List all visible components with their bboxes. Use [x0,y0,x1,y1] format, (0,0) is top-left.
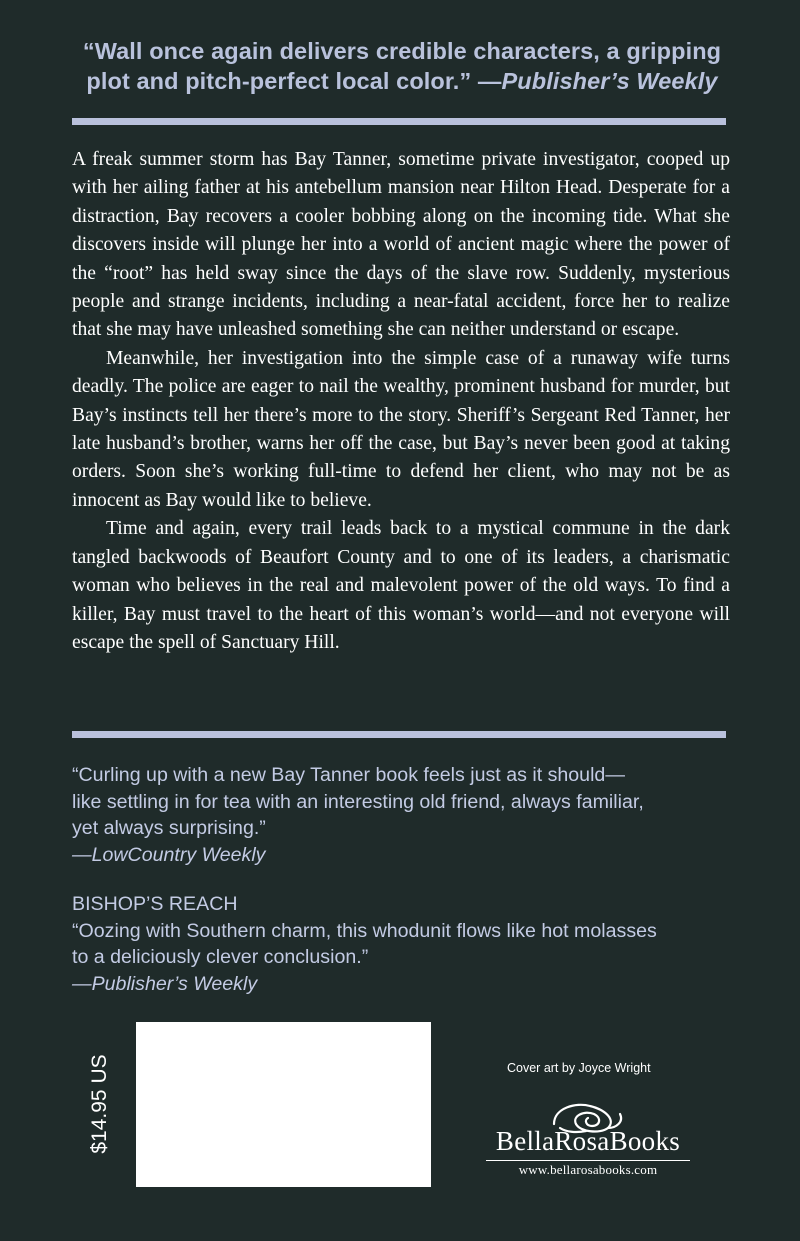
cover-art-credit: Cover art by Joyce Wright [507,1061,651,1075]
blurb-2-line-2: to a deliciously clever conclusion.” [72,946,369,968]
publisher-logo [478,1098,698,1188]
synopsis-paragraph-3: Time and again, every trail leads back to a mystical commune in the dark tangled backwoods of Beaufort County and to one of its leaders, a charismatic woman who believes in the real and malevolent power of the old ways. To find a killer, Bay must travel to the heart of this woman’s world—and not everyone will escape the spell of Sanctuary Hill. [72,518,730,653]
divider-top [72,118,726,125]
blurb-1-line-1: “Curling up with a new Bay Tanner book feels just as it should— [72,764,625,786]
publisher-name: BellaRosaBooks [495,1126,681,1156]
blurb-2-heading: BISHOP’S REACH [72,893,238,915]
synopsis-paragraph-2: Meanwhile, her investigation into the simple case of a runaway wife turns deadly. The police are eager to nail the wealthy, prominent husband for murder, but Bay’s instincts tell her there’s more to the story. Sheriff’s Sergeant Red Tanner, her late husband’s brother, warns her off the case, but Bay’s never been good at taking orders. Soon she’s working full-time to defend her client, who may not be as innocent as Bay would like to believe. [72,347,730,511]
synopsis-paragraph-1: A freak summer storm has Bay Tanner, sometime private investigator, cooped up with her ailing father at his antebellum mansion near Hilton Head. Desperate for a distraction, Bay recovers a cooler bobbing along on the incoming tide. What she discovers inside will plunge her into a world of ancient magic where the power of the “root” has held sway since the days of the slave row. Suddenly, mysterious people and strange incidents, including a near-fatal accident, force her to realize that she may have unleashed something she can neither understand or escape. [72,149,730,341]
top-quote-source: Publisher’s Weekly [501,68,718,94]
barcode-placeholder [136,1022,431,1187]
synopsis [72,146,730,657]
blurb-1-attribution: —LowCountry Weekly [72,843,266,866]
divider-bottom [72,731,726,738]
top-quote-line-1: “Wall once again delivers credible characters, a gripping [82,38,722,64]
top-quote-text: plot and pitch-perfect local color.” — [86,68,502,94]
review-blurb-bishops-reach [72,891,762,997]
blurb-1-line-2: like settling in for tea with an interesting old friend, always familiar, [72,790,644,813]
blurb-2-attribution: —Publisher’s Weekly [72,972,258,995]
top-quote-line-2 [72,66,732,96]
publisher-rule [486,1160,690,1161]
blurb-1-line-3: yet always surprising.” [72,817,266,839]
price-label: $14.95 US [88,1054,111,1154]
review-blurb-lowcountry [72,762,762,868]
publisher-url: www.bellarosabooks.com [518,1162,658,1177]
top-review-quote [72,36,732,96]
blurb-2-line-1: “Oozing with Southern charm, this whodunit flows like hot molasses [72,919,657,942]
